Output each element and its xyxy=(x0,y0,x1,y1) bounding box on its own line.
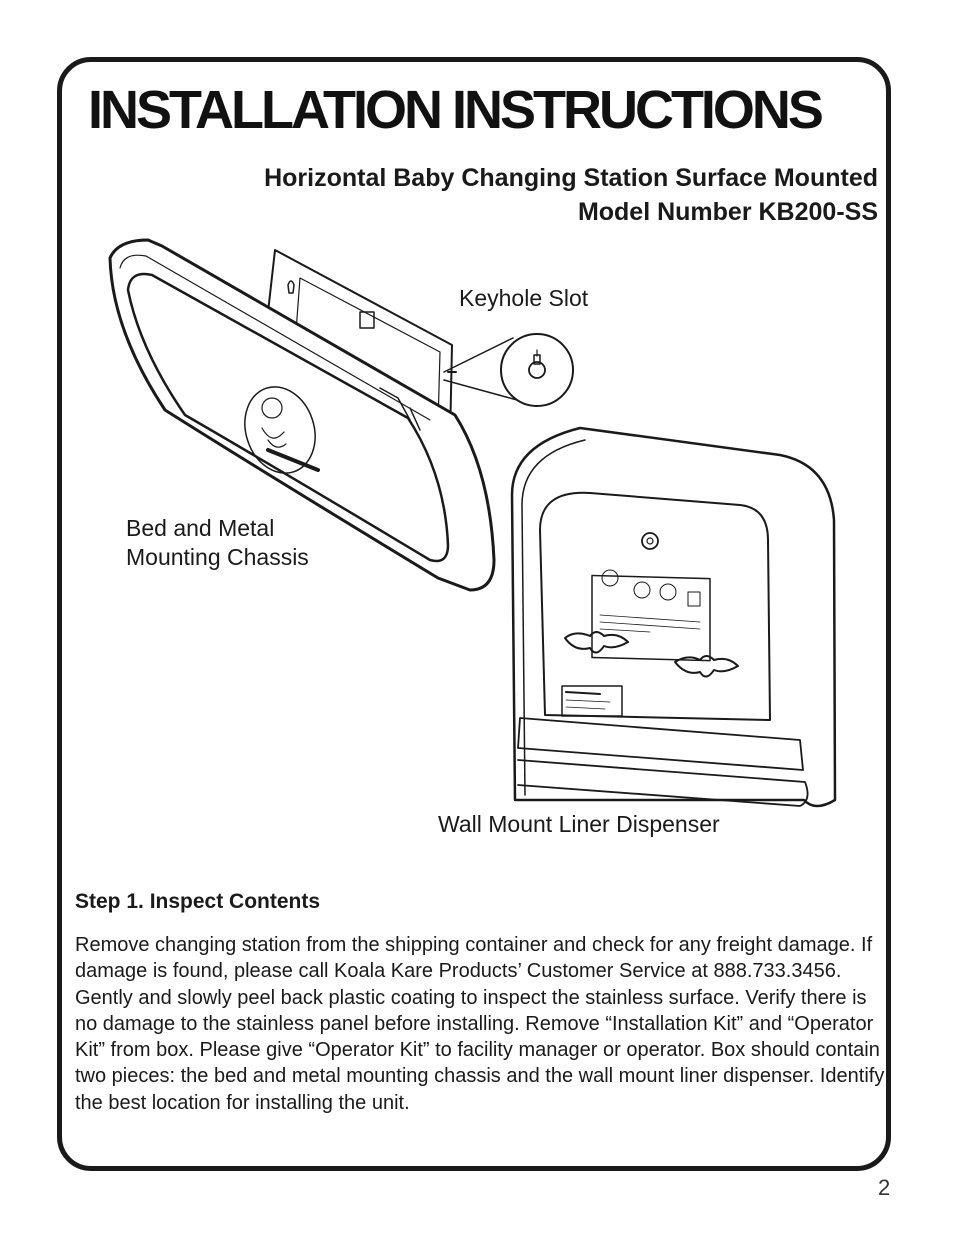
liner-dispenser xyxy=(512,428,835,806)
page-title: INSTALLATION INSTRUCTIONS xyxy=(88,80,821,140)
step-1-heading: Step 1. Inspect Contents xyxy=(75,890,321,913)
keyhole-callout xyxy=(444,334,573,406)
bed-chassis-label-line-1: Bed and Metal xyxy=(126,515,275,541)
bed-chassis-label xyxy=(126,514,309,572)
subtitle-line-1: Horizontal Baby Changing Station Surface Mounted xyxy=(264,164,878,192)
bed-chassis-label-line-2: Mounting Chassis xyxy=(126,544,309,570)
page-number: 2 xyxy=(878,1175,891,1200)
step-1-body: Remove changing station from the shipping container and check for any freight damage. If damage is found, please call Koala Kare Products’ Customer Service at 888.733.3456. Gently and slowly peel back plastic coating to inspect the stainless surface. Verify there is no damage to the stainless panel before installing. Remove “Installation Kit” and “Operator Kit” from box. Please give “Operator Kit” to facility manager or operator. Box should contain two pieces: the bed and metal mounting chassis and the wall mount liner dispenser. Identify the best location for installing the unit. xyxy=(75,934,885,1114)
liner-dispenser-label: Wall Mount Liner Dispenser xyxy=(438,811,720,837)
keyhole-slot-label: Keyhole Slot xyxy=(459,285,589,311)
model-number: Model Number KB200-SS xyxy=(577,198,878,226)
